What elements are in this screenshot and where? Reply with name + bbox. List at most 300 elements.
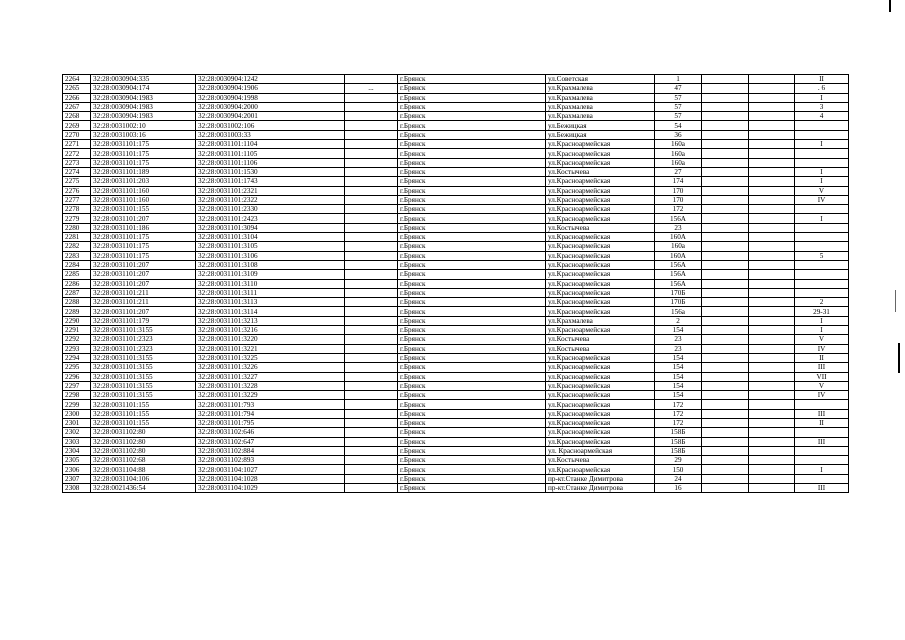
cell-building bbox=[702, 112, 749, 121]
cell-street: ул.Красноармейская bbox=[546, 307, 655, 316]
cell-note bbox=[345, 446, 398, 455]
cell-object-cadastral-number: 32:28:0031101:3106 bbox=[196, 251, 345, 260]
cell-structure bbox=[749, 409, 795, 418]
cell-house-number: 36 bbox=[655, 130, 702, 139]
table-row bbox=[63, 205, 849, 214]
cell-note bbox=[345, 474, 398, 483]
cell-city: г.Брянск bbox=[398, 418, 546, 427]
cell-note bbox=[345, 363, 398, 372]
cell-street: ул.Бежицкая bbox=[546, 130, 655, 139]
cell-street: ул.Красноармейская bbox=[546, 177, 655, 186]
cell-parcel-cadastral-number: 32:28:0031101:175 bbox=[91, 233, 196, 242]
cell-row-number: 2294 bbox=[63, 353, 91, 362]
cell-building bbox=[702, 177, 749, 186]
cell-structure bbox=[749, 214, 795, 223]
cell-city: г.Брянск bbox=[398, 233, 546, 242]
cell-building bbox=[702, 474, 749, 483]
cell-object-cadastral-number: 32:28:0031101:3221 bbox=[196, 344, 345, 353]
cell-house-number: 160а bbox=[655, 140, 702, 149]
cell-object-cadastral-number: 32:28:0031101:3226 bbox=[196, 363, 345, 372]
table-row bbox=[63, 242, 849, 251]
cell-street: ул.Красноармейская bbox=[546, 195, 655, 204]
cell-note bbox=[345, 112, 398, 121]
cell-building bbox=[702, 242, 749, 251]
cell-structure bbox=[749, 140, 795, 149]
cell-object-cadastral-number: 32:28:0031101:794 bbox=[196, 409, 345, 418]
scan-edge-mark bbox=[889, 0, 891, 12]
table-row bbox=[63, 326, 849, 335]
cell-premises: V bbox=[795, 335, 849, 344]
cell-street: ул.Красноармейская bbox=[546, 242, 655, 251]
cell-street: ул.Красноармейская bbox=[546, 214, 655, 223]
cell-note bbox=[345, 391, 398, 400]
cell-object-cadastral-number: 32:28:0031002:106 bbox=[196, 121, 345, 130]
cell-parcel-cadastral-number: 32:28:0031104:88 bbox=[91, 465, 196, 474]
cell-premises: II bbox=[795, 418, 849, 427]
cell-structure bbox=[749, 400, 795, 409]
cell-house-number: 160а bbox=[655, 242, 702, 251]
cell-structure bbox=[749, 93, 795, 102]
cell-city: г.Брянск bbox=[398, 474, 546, 483]
cell-house-number: 57 bbox=[655, 102, 702, 111]
cell-house-number: 57 bbox=[655, 112, 702, 121]
cell-row-number: 2289 bbox=[63, 307, 91, 316]
cell-structure bbox=[749, 456, 795, 465]
cell-row-number: 2297 bbox=[63, 381, 91, 390]
cell-object-cadastral-number: 32:28:0031101:2330 bbox=[196, 205, 345, 214]
cell-note bbox=[345, 418, 398, 427]
cell-parcel-cadastral-number: 32:28:0031101:3155 bbox=[91, 372, 196, 381]
cell-street: ул.Костычева bbox=[546, 344, 655, 353]
cell-row-number: 2304 bbox=[63, 446, 91, 455]
cell-city: г.Брянск bbox=[398, 363, 546, 372]
cell-parcel-cadastral-number: 32:28:0031101:3155 bbox=[91, 391, 196, 400]
table-row bbox=[63, 251, 849, 260]
cell-building bbox=[702, 418, 749, 427]
cell-row-number: 2276 bbox=[63, 186, 91, 195]
cell-row-number: 2266 bbox=[63, 93, 91, 102]
cell-city: г.Брянск bbox=[398, 223, 546, 232]
table-row bbox=[63, 112, 849, 121]
cell-building bbox=[702, 75, 749, 84]
cell-premises: 5 bbox=[795, 251, 849, 260]
cell-parcel-cadastral-number: 32:28:0031101:211 bbox=[91, 288, 196, 297]
cell-note bbox=[345, 177, 398, 186]
cell-structure bbox=[749, 102, 795, 111]
cell-premises: II bbox=[795, 75, 849, 84]
cell-building bbox=[702, 456, 749, 465]
cell-street: ул.Красноармейская bbox=[546, 149, 655, 158]
cell-premises: III bbox=[795, 484, 849, 493]
cell-house-number: 16 bbox=[655, 484, 702, 493]
cell-parcel-cadastral-number: 32:28:0031101:175 bbox=[91, 242, 196, 251]
table-row bbox=[63, 391, 849, 400]
table-row bbox=[63, 298, 849, 307]
table-row bbox=[63, 93, 849, 102]
table-row bbox=[63, 363, 849, 372]
cell-note bbox=[345, 316, 398, 325]
cell-house-number: 170Б bbox=[655, 288, 702, 297]
cell-building bbox=[702, 195, 749, 204]
cell-object-cadastral-number: 32:28:0031102:893 bbox=[196, 456, 345, 465]
cell-parcel-cadastral-number: 32:28:0031101:186 bbox=[91, 223, 196, 232]
cell-street: ул.Красноармейская bbox=[546, 186, 655, 195]
cell-row-number: 2282 bbox=[63, 242, 91, 251]
cell-street: ул.Советская bbox=[546, 75, 655, 84]
cell-structure bbox=[749, 298, 795, 307]
cell-premises: V bbox=[795, 186, 849, 195]
table-row bbox=[63, 195, 849, 204]
table-row bbox=[63, 260, 849, 269]
cell-structure bbox=[749, 186, 795, 195]
cell-building bbox=[702, 391, 749, 400]
table-row bbox=[63, 474, 849, 483]
cell-street: ул.Красноармейская bbox=[546, 391, 655, 400]
cell-note bbox=[345, 372, 398, 381]
table-row bbox=[63, 484, 849, 493]
cell-premises bbox=[795, 400, 849, 409]
cell-note bbox=[345, 223, 398, 232]
cell-parcel-cadastral-number: 32:28:0031101:155 bbox=[91, 205, 196, 214]
cell-street: ул.Красноармейская bbox=[546, 363, 655, 372]
cell-premises bbox=[795, 279, 849, 288]
cell-building bbox=[702, 214, 749, 223]
cell-street: ул.Крахмалева bbox=[546, 93, 655, 102]
table-row bbox=[63, 102, 849, 111]
cell-premises bbox=[795, 242, 849, 251]
cell-building bbox=[702, 279, 749, 288]
cell-row-number: 2265 bbox=[63, 84, 91, 93]
cell-row-number: 2291 bbox=[63, 326, 91, 335]
cell-note bbox=[345, 400, 398, 409]
cell-city: г.Брянск bbox=[398, 84, 546, 93]
cell-object-cadastral-number: 32:28:0031101:3094 bbox=[196, 223, 345, 232]
cell-city: г.Брянск bbox=[398, 484, 546, 493]
cell-row-number: 2298 bbox=[63, 391, 91, 400]
cell-structure bbox=[749, 437, 795, 446]
cell-premises bbox=[795, 130, 849, 139]
cell-city: г.Брянск bbox=[398, 353, 546, 362]
cell-parcel-cadastral-number: 32:28:0031101:207 bbox=[91, 279, 196, 288]
cell-city: г.Брянск bbox=[398, 381, 546, 390]
cell-note bbox=[345, 186, 398, 195]
cell-building bbox=[702, 465, 749, 474]
table-row bbox=[63, 149, 849, 158]
cell-note bbox=[345, 205, 398, 214]
cell-structure bbox=[749, 446, 795, 455]
cell-house-number: 154 bbox=[655, 391, 702, 400]
cell-note bbox=[345, 465, 398, 474]
table-row bbox=[63, 307, 849, 316]
table-row bbox=[63, 418, 849, 427]
cell-city: г.Брянск bbox=[398, 140, 546, 149]
cell-street: ул.Красноармейская bbox=[546, 251, 655, 260]
cell-house-number: 172 bbox=[655, 418, 702, 427]
scan-margin-mark bbox=[898, 343, 900, 373]
cell-object-cadastral-number: 32:28:0031101:1743 bbox=[196, 177, 345, 186]
cell-parcel-cadastral-number: 32:28:0031003:16 bbox=[91, 130, 196, 139]
cell-city: г.Брянск bbox=[398, 214, 546, 223]
table-row bbox=[63, 456, 849, 465]
cell-house-number: 154 bbox=[655, 326, 702, 335]
cell-house-number: 172 bbox=[655, 205, 702, 214]
cell-object-cadastral-number: 32:28:0030904:1242 bbox=[196, 75, 345, 84]
cell-object-cadastral-number: 32:28:0031101:3111 bbox=[196, 288, 345, 297]
cell-object-cadastral-number: 32:28:0031101:2423 bbox=[196, 214, 345, 223]
table-row bbox=[63, 409, 849, 418]
cell-premises bbox=[795, 270, 849, 279]
cell-row-number: 2284 bbox=[63, 260, 91, 269]
cell-house-number: 160а bbox=[655, 149, 702, 158]
cell-parcel-cadastral-number: 32:28:0031101:155 bbox=[91, 418, 196, 427]
scan-margin-mark bbox=[895, 290, 896, 312]
cell-street: ул.Костычева bbox=[546, 456, 655, 465]
cell-note bbox=[345, 437, 398, 446]
cell-city: г.Брянск bbox=[398, 251, 546, 260]
cell-row-number: 2283 bbox=[63, 251, 91, 260]
cell-row-number: 2303 bbox=[63, 437, 91, 446]
cell-city: г.Брянск bbox=[398, 102, 546, 111]
cell-house-number: 23 bbox=[655, 344, 702, 353]
cell-structure bbox=[749, 474, 795, 483]
table-row bbox=[63, 279, 849, 288]
cell-house-number: 160а bbox=[655, 158, 702, 167]
cell-note bbox=[345, 140, 398, 149]
cell-parcel-cadastral-number: 32:28:0031101:3155 bbox=[91, 381, 196, 390]
cell-premises bbox=[795, 205, 849, 214]
cell-structure bbox=[749, 260, 795, 269]
cell-structure bbox=[749, 121, 795, 130]
cell-building bbox=[702, 446, 749, 455]
cell-row-number: 2293 bbox=[63, 344, 91, 353]
cell-structure bbox=[749, 112, 795, 121]
cell-premises bbox=[795, 474, 849, 483]
cell-premises: . 6 bbox=[795, 84, 849, 93]
cell-object-cadastral-number: 32:28:0031102:884 bbox=[196, 446, 345, 455]
cell-street: ул.Красноармейская bbox=[546, 465, 655, 474]
cell-street: ул.Красноармейская bbox=[546, 260, 655, 269]
cell-note bbox=[345, 130, 398, 139]
cell-row-number: 2290 bbox=[63, 316, 91, 325]
cell-parcel-cadastral-number: 32:28:0031102:80 bbox=[91, 428, 196, 437]
cell-object-cadastral-number: 32:28:0031104:1027 bbox=[196, 465, 345, 474]
cell-premises bbox=[795, 121, 849, 130]
cell-building bbox=[702, 288, 749, 297]
cell-city: г.Брянск bbox=[398, 326, 546, 335]
cell-parcel-cadastral-number: 32:28:0031102:80 bbox=[91, 437, 196, 446]
cell-structure bbox=[749, 75, 795, 84]
cell-city: г.Брянск bbox=[398, 316, 546, 325]
cell-parcel-cadastral-number: 32:28:0031101:175 bbox=[91, 149, 196, 158]
cell-city: г.Брянск bbox=[398, 279, 546, 288]
cell-row-number: 2279 bbox=[63, 214, 91, 223]
cell-house-number: 160А bbox=[655, 233, 702, 242]
cell-object-cadastral-number: 32:28:0031101:1530 bbox=[196, 167, 345, 176]
cell-row-number: 2307 bbox=[63, 474, 91, 483]
cell-note bbox=[345, 307, 398, 316]
cell-premises: IV bbox=[795, 195, 849, 204]
cell-house-number: 54 bbox=[655, 121, 702, 130]
cell-house-number: 23 bbox=[655, 335, 702, 344]
cell-structure bbox=[749, 465, 795, 474]
cell-street: ул.Красноармейская bbox=[546, 400, 655, 409]
table-row bbox=[63, 214, 849, 223]
register-table bbox=[62, 74, 849, 493]
cell-row-number: 2273 bbox=[63, 158, 91, 167]
cell-city: г.Брянск bbox=[398, 307, 546, 316]
cell-structure bbox=[749, 363, 795, 372]
cell-street: пр-кт.Станке Димитрова bbox=[546, 484, 655, 493]
cell-building bbox=[702, 121, 749, 130]
cell-structure bbox=[749, 372, 795, 381]
cell-note bbox=[345, 233, 398, 242]
cell-house-number: 156А bbox=[655, 270, 702, 279]
cell-row-number: 2271 bbox=[63, 140, 91, 149]
cell-note bbox=[345, 335, 398, 344]
table-row bbox=[63, 121, 849, 130]
cell-city: г.Брянск bbox=[398, 186, 546, 195]
table-row bbox=[63, 288, 849, 297]
cell-parcel-cadastral-number: 32:28:0031101:207 bbox=[91, 270, 196, 279]
cell-structure bbox=[749, 335, 795, 344]
cell-parcel-cadastral-number: 32:28:0031101:2323 bbox=[91, 335, 196, 344]
cell-parcel-cadastral-number: 32:28:0031101:3155 bbox=[91, 326, 196, 335]
cell-premises bbox=[795, 149, 849, 158]
cell-street: ул.Красноармейская bbox=[546, 372, 655, 381]
cell-building bbox=[702, 140, 749, 149]
cell-structure bbox=[749, 195, 795, 204]
table-row bbox=[63, 233, 849, 242]
cell-street: ул.Красноармейская bbox=[546, 381, 655, 390]
cell-structure bbox=[749, 418, 795, 427]
cell-object-cadastral-number: 32:28:0031101:3220 bbox=[196, 335, 345, 344]
cell-note bbox=[345, 75, 398, 84]
cell-building bbox=[702, 93, 749, 102]
cell-street: ул.Красноармейская bbox=[546, 279, 655, 288]
cell-row-number: 2285 bbox=[63, 270, 91, 279]
cell-building bbox=[702, 270, 749, 279]
cell-house-number: 27 bbox=[655, 167, 702, 176]
cell-street: ул.Красноармейская bbox=[546, 158, 655, 167]
table-row bbox=[63, 316, 849, 325]
cell-structure bbox=[749, 326, 795, 335]
cell-house-number: 154 bbox=[655, 372, 702, 381]
register-table-body bbox=[63, 75, 849, 493]
cell-object-cadastral-number: 32:28:0031101:3108 bbox=[196, 260, 345, 269]
cell-house-number: 156А bbox=[655, 260, 702, 269]
cell-structure bbox=[749, 84, 795, 93]
cell-premises: I bbox=[795, 326, 849, 335]
cell-house-number: 150 bbox=[655, 465, 702, 474]
cell-building bbox=[702, 409, 749, 418]
cell-city: г.Брянск bbox=[398, 288, 546, 297]
cell-object-cadastral-number: 32:28:0031101:3228 bbox=[196, 381, 345, 390]
cell-building bbox=[702, 186, 749, 195]
cell-structure bbox=[749, 130, 795, 139]
cell-premises: IV bbox=[795, 344, 849, 353]
cell-house-number: 170Б bbox=[655, 298, 702, 307]
cell-house-number: 156А bbox=[655, 279, 702, 288]
cell-premises: III bbox=[795, 437, 849, 446]
cell-city: г.Брянск bbox=[398, 372, 546, 381]
cell-object-cadastral-number: 32:28:0030904:2001 bbox=[196, 112, 345, 121]
table-row bbox=[63, 465, 849, 474]
cell-street: ул. Красноармейская bbox=[546, 446, 655, 455]
cell-structure bbox=[749, 307, 795, 316]
table-row bbox=[63, 84, 849, 93]
cell-row-number: 2268 bbox=[63, 112, 91, 121]
cell-parcel-cadastral-number: 32:28:0030904:1983 bbox=[91, 102, 196, 111]
cell-building bbox=[702, 298, 749, 307]
cell-premises bbox=[795, 428, 849, 437]
cell-city: г.Брянск bbox=[398, 93, 546, 102]
table-row bbox=[63, 223, 849, 232]
cell-parcel-cadastral-number: 32:28:0031101:175 bbox=[91, 140, 196, 149]
cell-premises bbox=[795, 233, 849, 242]
cell-row-number: 2277 bbox=[63, 195, 91, 204]
cell-structure bbox=[749, 279, 795, 288]
cell-building bbox=[702, 223, 749, 232]
cell-object-cadastral-number: 32:28:0031101:3104 bbox=[196, 233, 345, 242]
cell-parcel-cadastral-number: 32:28:0031102:80 bbox=[91, 446, 196, 455]
cell-building bbox=[702, 372, 749, 381]
cell-parcel-cadastral-number: 32:28:0030904:1983 bbox=[91, 93, 196, 102]
cell-note bbox=[345, 381, 398, 390]
cell-row-number: 2299 bbox=[63, 400, 91, 409]
cell-note bbox=[345, 344, 398, 353]
cell-city: г.Брянск bbox=[398, 456, 546, 465]
cell-object-cadastral-number: 32:28:0031101:3105 bbox=[196, 242, 345, 251]
table-row bbox=[63, 437, 849, 446]
cell-row-number: 2288 bbox=[63, 298, 91, 307]
cell-building bbox=[702, 484, 749, 493]
cell-city: г.Брянск bbox=[398, 335, 546, 344]
cell-premises bbox=[795, 260, 849, 269]
cell-structure bbox=[749, 316, 795, 325]
cell-premises: 2 bbox=[795, 298, 849, 307]
table-row bbox=[63, 270, 849, 279]
table-row bbox=[63, 75, 849, 84]
cell-house-number: 23 bbox=[655, 223, 702, 232]
cell-parcel-cadastral-number: 32:28:0031101:211 bbox=[91, 298, 196, 307]
cell-row-number: 2308 bbox=[63, 484, 91, 493]
cell-building bbox=[702, 84, 749, 93]
cell-object-cadastral-number: 32:28:0031101:3225 bbox=[196, 353, 345, 362]
cell-object-cadastral-number: 32:28:0031101:1105 bbox=[196, 149, 345, 158]
table-row bbox=[63, 372, 849, 381]
cell-row-number: 2305 bbox=[63, 456, 91, 465]
cell-row-number: 2300 bbox=[63, 409, 91, 418]
cell-object-cadastral-number: 32:28:0031102:647 bbox=[196, 437, 345, 446]
cell-row-number: 2269 bbox=[63, 121, 91, 130]
cell-structure bbox=[749, 381, 795, 390]
cell-structure bbox=[749, 428, 795, 437]
cell-premises: I bbox=[795, 177, 849, 186]
cell-object-cadastral-number: 32:28:0031101:3113 bbox=[196, 298, 345, 307]
table-row bbox=[63, 177, 849, 186]
cell-object-cadastral-number: 32:28:0031101:1104 bbox=[196, 140, 345, 149]
cell-structure bbox=[749, 167, 795, 176]
cell-parcel-cadastral-number: 32:28:0030904:1983 bbox=[91, 112, 196, 121]
cell-street: ул.Красноармейская bbox=[546, 353, 655, 362]
cell-parcel-cadastral-number: 32:28:0031101:2323 bbox=[91, 344, 196, 353]
cell-city: г.Брянск bbox=[398, 391, 546, 400]
table-row bbox=[63, 428, 849, 437]
cell-parcel-cadastral-number: 32:28:0021436:54 bbox=[91, 484, 196, 493]
cell-row-number: 2267 bbox=[63, 102, 91, 111]
cell-parcel-cadastral-number: 32:28:0031101:207 bbox=[91, 214, 196, 223]
cell-premises bbox=[795, 288, 849, 297]
